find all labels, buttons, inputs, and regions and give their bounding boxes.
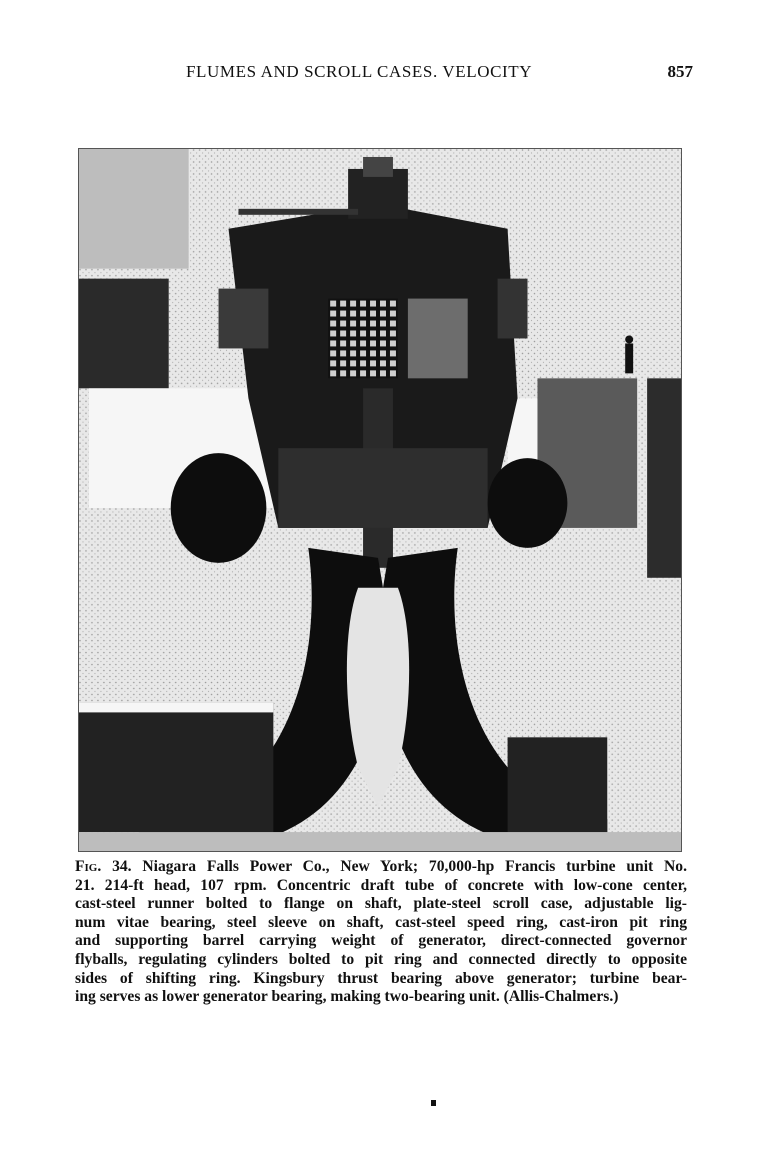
right-dark-column [647,378,681,577]
stator-grid-left [328,299,398,379]
lower-right-dark-block [508,737,608,832]
caption-line-3: cast-steel runner bolted to flange on shaft, plate-steel scroll case, adjustable lig- [75,895,687,913]
running-head [186,62,693,88]
footer-mark [431,1100,436,1106]
caption-line-7: sides of shifting ring. Kingsbury thrust bearing above generator; turbine bear- [75,969,687,987]
caption-line-8: ing serves as lower generator bearing, making two-bearing unit. (Allis-Chalmers.) [75,988,619,1006]
caption-line-1-text: Niagara Falls Power Co., New York; 70,000-hp Francis turbine unit No. [131,858,687,875]
running-head-title: FLUMES AND SCROLL CASES. VELOCITY [186,62,533,81]
caption-line-6: flyballs, regulating cylinders bolted to pit ring and connected directly to opposite [75,950,687,968]
caption-line-1 [75,858,687,877]
lower-left-dark-block [79,702,273,832]
lower-left-white-step [79,702,273,712]
caption-line-2: 21. 214-ft head, 107 rpm. Concentric draft tube of concrete with low-cone center, [75,876,687,894]
left-dark-panel [79,279,169,389]
right-outer-panel [498,279,528,339]
upper-left-machinery [79,149,189,269]
caption-line-4: num vitae bearing, steel sleeve on shaft, cast-steel speed ring, cast-iron pit ring [75,913,687,931]
speed-ring [278,448,487,528]
floor-strip [79,832,681,851]
top-cap [363,157,393,177]
caption-line-5: and supporting barrel carrying weight of generator, direct-connected governor [75,932,687,950]
turbine-unit-illustration [79,149,681,851]
left-control-panel [219,289,269,349]
workman-head [625,335,633,343]
scroll-case-left [171,453,267,563]
scroll-case-right [488,458,568,548]
upper-railing [238,209,358,215]
stator-grid-right [408,299,468,379]
workman-figure [625,343,633,373]
figure-label: Fig. 34. [75,858,132,875]
page-number: 857 [667,62,693,81]
figure-caption [75,858,687,1007]
figure-photograph [78,148,682,852]
